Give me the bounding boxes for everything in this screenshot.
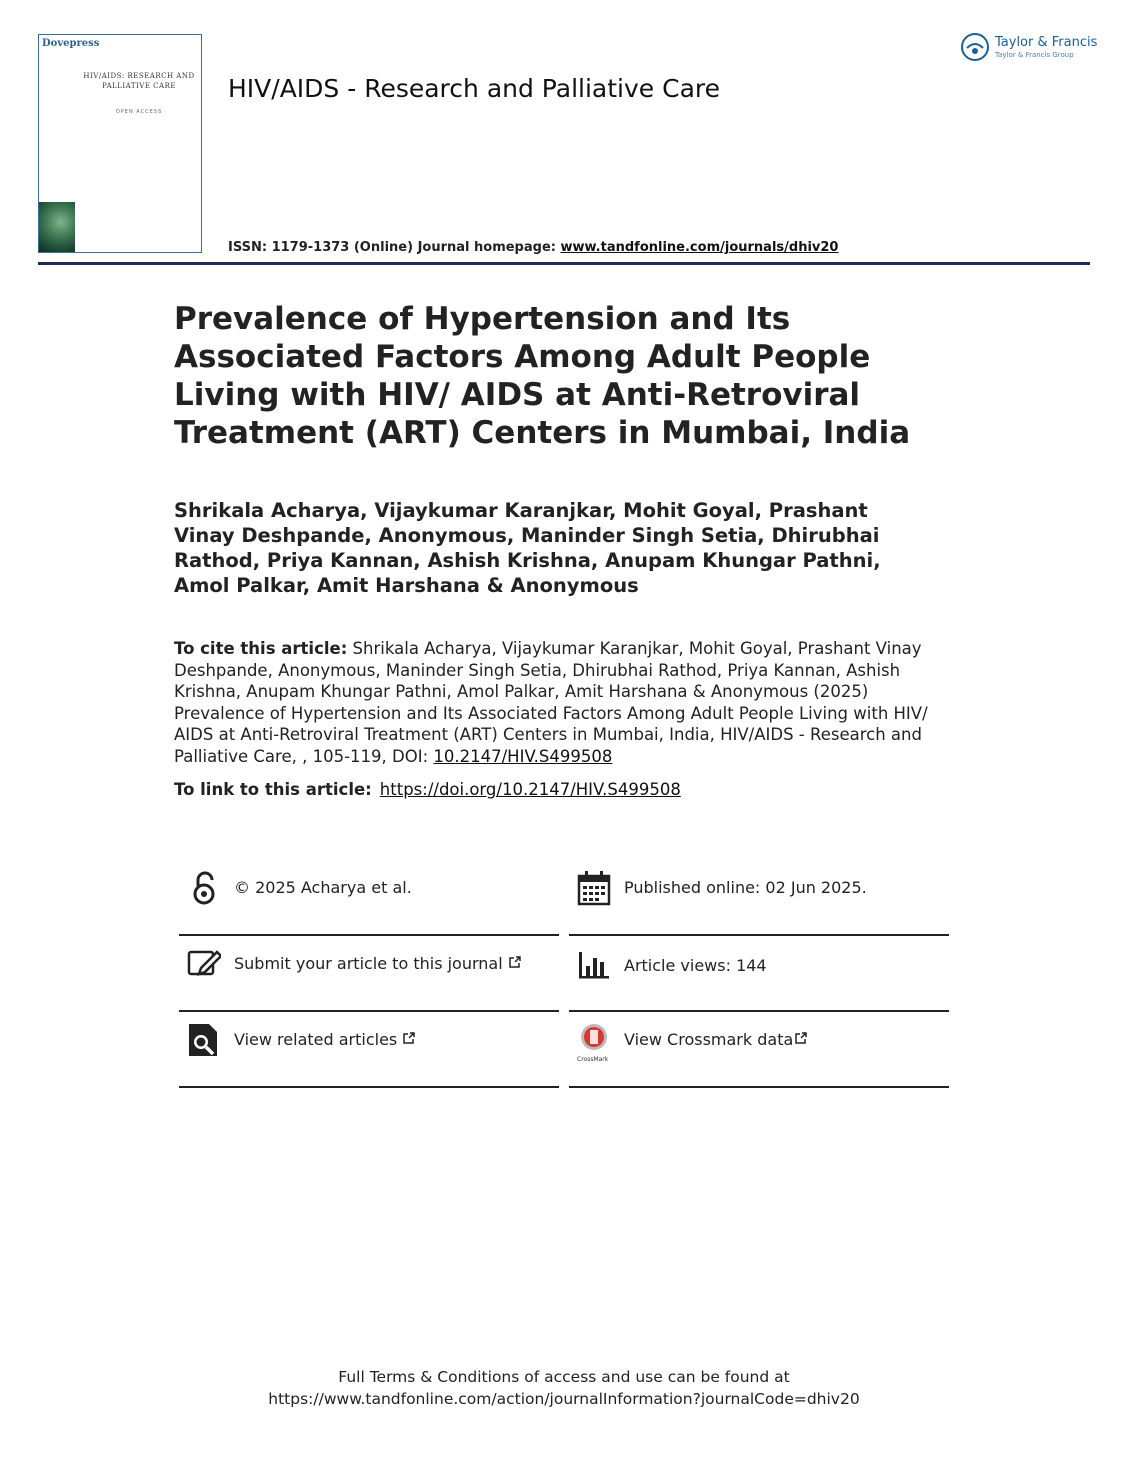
article-views-text: Article views: 144 bbox=[624, 956, 767, 975]
issn-label: ISSN: 1179-1373 (Online) Journal homepage: bbox=[228, 240, 561, 255]
crossmark-label: View Crossmark data bbox=[624, 1030, 794, 1049]
views-cell bbox=[569, 938, 949, 1012]
submit-cell[interactable] bbox=[179, 938, 559, 1012]
calendar-icon bbox=[577, 870, 611, 906]
citation bbox=[174, 638, 934, 767]
cell-divider bbox=[569, 1010, 949, 1012]
article-doi-link[interactable]: https://doi.org/10.2147/HIV.S499508 bbox=[379, 780, 681, 799]
citation-text: Shrikala Acharya, Vijaykumar Karanjkar, Mohit Goyal, Prashant Vinay Deshpande, Anonymous, Maninder Singh Setia, Dhirubhai Rathod, Priya Kannan, Ashish Krishna, Anupam Khungar Pathni, Amol Palkar, Amit Harshana & Anonymous (2025) Prevalence of Hypertension and Its Associated Factors Among Adult People Living with HIV/ AIDS at Anti-Retroviral Treatment (ART) Centers in Mumbai, India, HIV/AIDS - Research and Palliative Care, , 105-119, DOI: bbox=[174, 639, 928, 766]
cover-brand: Dovepress bbox=[42, 38, 100, 49]
cover-subtitle: OPEN ACCESS bbox=[115, 109, 163, 115]
journal-title: HIV/AIDS - Research and Palliative Care bbox=[228, 74, 720, 103]
cell-divider bbox=[179, 1086, 559, 1088]
journal-cover[interactable] bbox=[38, 34, 202, 253]
journal-homepage-link[interactable]: www.tandfonline.com/journals/dhiv20 bbox=[560, 240, 839, 255]
crossmark-link[interactable] bbox=[624, 1030, 807, 1049]
cover-title: HIV/AIDS: RESEARCH AND PALLIATIVE CARE bbox=[83, 72, 195, 90]
publisher-logo-icon bbox=[960, 32, 990, 62]
article-authors: Shrikala Acharya, Vijaykumar Karanjkar, Mohit Goyal, Prashant Vinay Deshpande, Anonymous, Maninder Singh Setia, Dhirubhai Rathod, Priya Kannan, Ashish Krishna, Anupam Khungar Pathni, Amol Palkar, Amit Harshana & Anonymous bbox=[174, 499, 881, 597]
publisher-name: Taylor & Francis bbox=[995, 35, 1098, 50]
citation-label: To cite this article: bbox=[174, 639, 348, 658]
footer bbox=[0, 1366, 1128, 1410]
copyright-cell bbox=[179, 862, 559, 936]
copyright-text: © 2025 Acharya et al. bbox=[234, 878, 412, 897]
cover-image bbox=[39, 202, 75, 252]
footer-terms: Full Terms & Conditions of access and use can be found at bbox=[338, 1368, 790, 1386]
article-title: Prevalence of Hypertension and Its Associated Factors Among Adult People Living with HIV/ AIDS at Anti-Retroviral Treatment (ART) Centers in Mumbai, India bbox=[174, 301, 911, 451]
article-link bbox=[174, 780, 681, 799]
related-articles-label: View related articles bbox=[234, 1030, 398, 1049]
article-link-label: To link to this article: bbox=[174, 780, 372, 799]
edit-icon bbox=[187, 946, 221, 982]
publisher-sub: Taylor & Francis Group bbox=[995, 51, 1074, 59]
bar-chart-icon bbox=[577, 946, 611, 982]
related-cell[interactable] bbox=[179, 1014, 559, 1088]
issn-line bbox=[228, 240, 838, 255]
open-access-icon bbox=[187, 870, 221, 906]
cell-divider bbox=[179, 1010, 559, 1012]
submit-article-label: Submit your article to this journal bbox=[234, 954, 503, 973]
footer-terms-url[interactable]: https://www.tandfonline.com/action/journalInformation?journalCode=dhiv20 bbox=[268, 1390, 860, 1408]
external-link-icon bbox=[795, 1032, 807, 1044]
crossmark-cell[interactable] bbox=[569, 1014, 949, 1088]
related-articles-link[interactable] bbox=[234, 1030, 415, 1049]
header-divider bbox=[38, 262, 1090, 265]
cell-divider bbox=[179, 934, 559, 936]
crossmark-icon bbox=[577, 1022, 611, 1058]
external-link-icon bbox=[403, 1032, 415, 1044]
publisher-logo[interactable] bbox=[960, 32, 1100, 64]
crossmark-badge-text: CrossMark bbox=[577, 1056, 609, 1063]
related-search-icon bbox=[187, 1022, 221, 1058]
cell-divider bbox=[569, 1086, 949, 1088]
external-link-icon bbox=[509, 956, 521, 968]
published-text: Published online: 02 Jun 2025. bbox=[624, 878, 867, 897]
citation-doi-link[interactable]: 10.2147/HIV.S499508 bbox=[433, 746, 613, 766]
submit-article-link[interactable] bbox=[234, 954, 521, 973]
cell-divider bbox=[569, 934, 949, 936]
published-cell bbox=[569, 862, 949, 936]
